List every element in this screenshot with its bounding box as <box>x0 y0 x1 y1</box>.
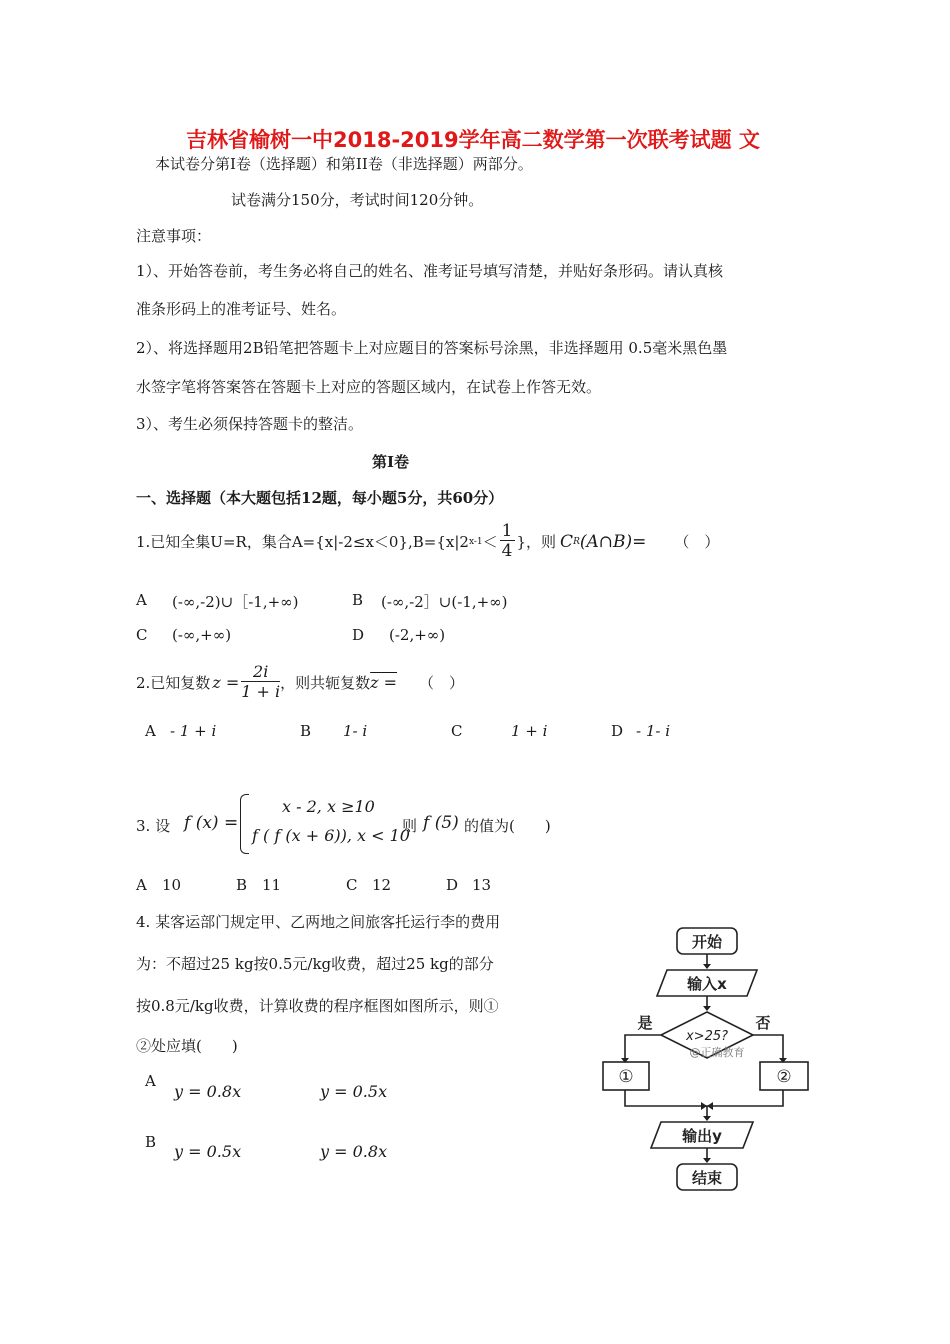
flowchart-box-2-label: ② <box>776 1067 792 1087</box>
intro-line-1: 本试卷分第Ⅰ卷（选择题）和第II卷（非选择题）两部分。 <box>155 155 533 173</box>
q4-option-b-formula-2: y = 0.8x <box>320 1142 388 1161</box>
flowchart-end-label: 结束 <box>691 1169 723 1187</box>
q3-f5: f (5) <box>423 813 459 833</box>
q1-option-b-label: B <box>352 591 364 609</box>
q1-stem-a: 1.已知全集U=R，集合A={x|-2≤x＜0},B={x|2 <box>136 533 469 551</box>
flowchart-diagram <box>595 922 820 1194</box>
flowchart-arrowhead <box>703 1158 711 1163</box>
q4-line-3: 按0.8元/kg收费，计算收费的程序框图如图所示，则① <box>136 997 499 1015</box>
q3-option-b-label: B <box>236 876 248 894</box>
q3-option-a-label: A <box>136 876 147 894</box>
q1-stem-b: ＜ <box>482 533 498 551</box>
q2-option-a-label: A <box>145 722 156 740</box>
q3-case-2: f ( f (x + 6)), x < 10 <box>252 826 410 845</box>
flowchart-box-1-label: ① <box>618 1067 634 1087</box>
q2-fraction <box>241 663 280 702</box>
q4-option-a-formula-2: y = 0.5x <box>320 1082 388 1101</box>
question-1-stem <box>136 522 719 561</box>
intro-line-2: 试卷满分150分，考试时间120分钟。 <box>231 191 484 209</box>
q4-line-2: 为：不超过25 kg按0.5元/kg收费，超过25 kg的部分 <box>136 955 494 973</box>
note-1a: 1）、开始答卷前，考生务必将自己的姓名、准考证号填写清楚，并贴好条形码。请认真核 <box>136 262 724 280</box>
note-3: 3）、考生必须保持答题卡的整洁。 <box>136 415 364 433</box>
q2-option-a-text: - 1 + i <box>170 722 217 740</box>
flowchart-output-label: 输出y <box>682 1127 722 1145</box>
q3-function: f (x) = <box>184 813 239 833</box>
q2-option-c-label: C <box>451 722 463 740</box>
note-1b: 准条形码上的准考证号、姓名。 <box>136 300 347 318</box>
question-2-stem <box>136 663 464 702</box>
q4-line-1: 4. 某客运部门规定甲、乙两地之间旅客托运行李的费用 <box>136 913 501 931</box>
q4-line-4: ②处应填( ) <box>136 1037 238 1055</box>
flowchart-yes-label: 是 <box>637 1014 653 1032</box>
q2-option-b-label: B <box>300 722 312 740</box>
q1-option-c-label: C <box>136 626 148 644</box>
q3-stem-a: 3. 设 <box>136 817 171 835</box>
q4-option-b-label: B <box>145 1133 157 1151</box>
part-1-heading: 第Ⅰ卷 <box>372 453 410 471</box>
q2-frac-numerator: 2i <box>241 663 280 682</box>
flowchart-arrowhead <box>701 1102 707 1110</box>
flowchart-no-branch <box>753 1035 783 1062</box>
q4-option-b-formula-1: y = 0.5x <box>174 1142 242 1161</box>
q2-option-c-text: 1 + i <box>511 722 548 740</box>
q1-complement-symbol: C <box>560 531 574 552</box>
document-title: 吉林省榆树一中2018-2019学年高二数学第一次联考试题 文 <box>186 128 760 152</box>
q1-expression: (A∩B)= <box>579 531 647 552</box>
q1-option-d-text: (-2,+∞) <box>389 626 446 644</box>
q3-option-d-label: D <box>446 876 459 894</box>
q3-option-c-text: 12 <box>372 876 392 894</box>
q1-option-a-text: (-∞,-2)∪［-1,+∞) <box>172 593 299 611</box>
q1-option-b-text: (-∞,-2］∪(-1,+∞) <box>381 593 508 611</box>
q1-option-a-label: A <box>136 591 147 609</box>
section-1-heading: 一、选择题（本大题包括12题，每小题5分，共60分） <box>136 489 504 507</box>
flowchart-arrowhead <box>703 1006 711 1011</box>
q2-option-b-text: 1- i <box>343 722 368 740</box>
q2-option-d-text: - 1- i <box>636 722 671 740</box>
q2-frac-denominator: 1 + i <box>241 682 281 701</box>
note-2b: 水签字笔将答案答在答题卡上对应的答题区域内，在试卷上作答无效。 <box>136 378 602 396</box>
q3-case-1: x - 2, x ≥10 <box>282 797 375 816</box>
q3-piecewise-brace <box>240 794 249 854</box>
q2-stem-b: ，则共轭复数 <box>280 674 371 692</box>
q3-option-c-label: C <box>346 876 358 894</box>
q1-fraction <box>500 522 515 561</box>
flowchart-start-label: 开始 <box>691 933 723 951</box>
q3-option-b-text: 11 <box>262 876 282 894</box>
flowchart-arrowhead <box>703 964 711 969</box>
q1-frac-denominator: 4 <box>501 541 513 561</box>
q2-option-d-label: D <box>611 722 624 740</box>
flowchart-condition-label: x>25? <box>685 1029 729 1044</box>
q1-answer-paren: （ ） <box>674 533 720 551</box>
q3-stem-c: 的值为( ) <box>464 817 551 835</box>
flowchart-no-label: 否 <box>755 1014 771 1032</box>
q2-stem-a: 2.已知复数 <box>136 674 211 692</box>
flowchart-merge-line <box>625 1090 783 1106</box>
q2-answer-paren: （ ） <box>419 674 465 692</box>
q3-stem-b: 则 <box>402 817 418 835</box>
q1-stem-c: }，则 <box>516 533 557 551</box>
q1-frac-numerator: 1 <box>501 521 513 541</box>
q1-complement-sub: R <box>573 536 580 547</box>
flowchart-arrowhead <box>703 1116 711 1121</box>
note-2a: 2）、将选择题用2B铅笔把答题卡上对应题目的答案标号涂黑，非选择题用 0.5毫米黑色墨 <box>136 339 728 357</box>
flowchart-arrowhead <box>707 1102 713 1110</box>
flowchart-input-label: 输入x <box>687 975 727 993</box>
q2-z-equals: z = <box>212 673 240 692</box>
flowchart-watermark: @正确教育 <box>689 1046 745 1059</box>
q4-option-a-formula-1: y = 0.8x <box>174 1082 242 1101</box>
q4-option-a-label: A <box>145 1072 156 1090</box>
flowchart-yes-branch <box>625 1035 661 1062</box>
q3-option-d-text: 13 <box>472 876 492 894</box>
q3-option-a-text: 10 <box>162 876 182 894</box>
q1-exponent: x-1 <box>468 536 483 547</box>
q2-conjugate: z = <box>370 673 398 692</box>
notes-heading: 注意事项： <box>136 227 212 245</box>
q1-option-c-text: (-∞,+∞) <box>172 626 232 644</box>
q1-option-d-label: D <box>352 626 365 644</box>
